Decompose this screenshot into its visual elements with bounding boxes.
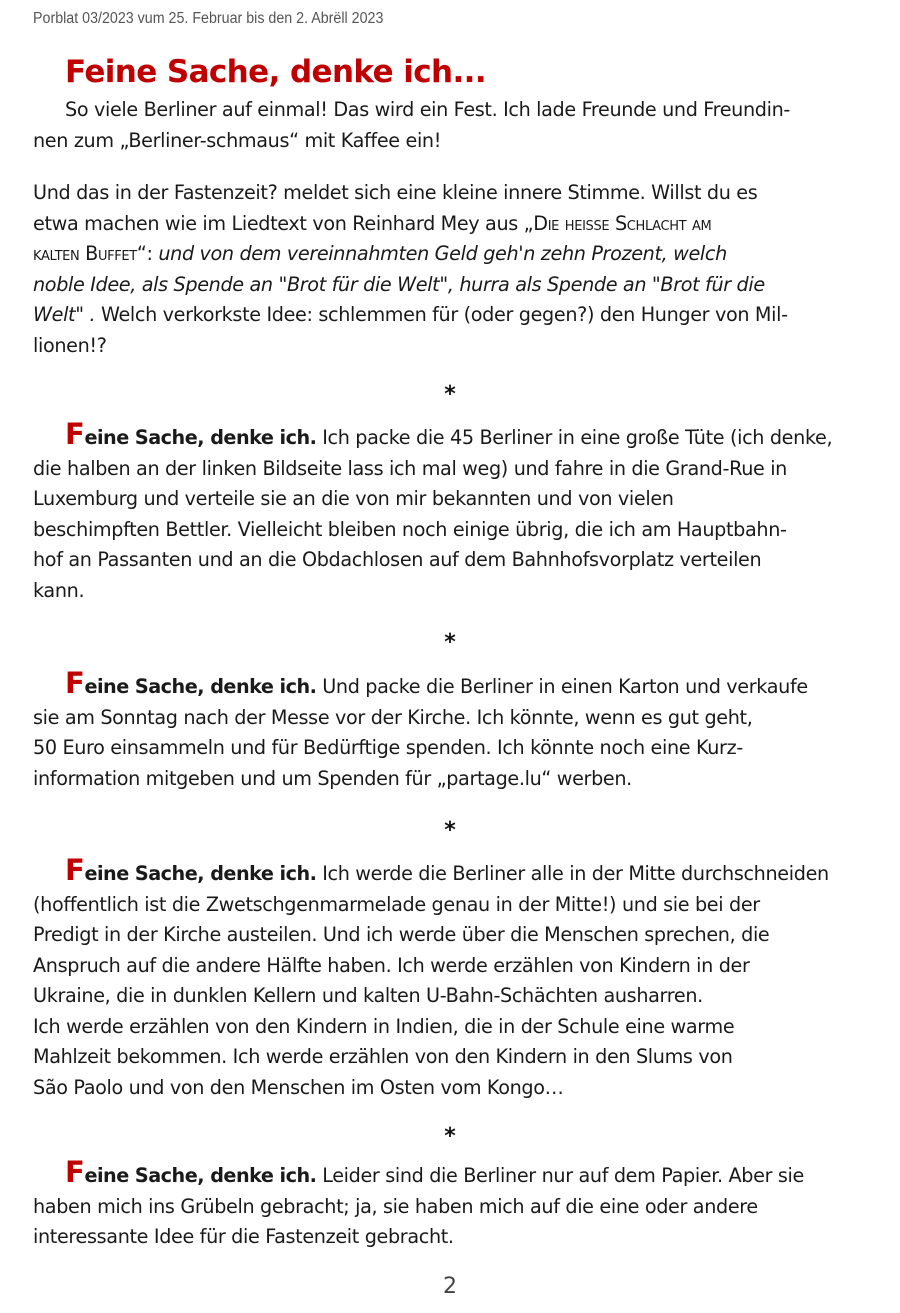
section-separator: *: [444, 382, 456, 407]
text-line: (hoffentlich ist die Zwetschgenmarmelade genau in der Mitte!) und sie bei der: [33, 892, 760, 916]
text-segment: “:: [136, 242, 159, 265]
text-line: [33, 209, 868, 240]
lead-phrase: eine Sache, denke ich.: [84, 426, 317, 449]
text-segment: Ich werde die Berliner alle in der Mitte durchschneiden: [316, 862, 829, 885]
text-line: kann.: [33, 578, 85, 602]
section-3: [33, 853, 868, 1103]
text-line: 50 Euro einsammeln und für Bedürftige spenden. Ich könnte noch eine Kurz-: [33, 736, 743, 759]
section-separator: *: [444, 818, 456, 843]
text-segment: etwa machen wie im Liedtext von Reinhard Mey aus „: [33, 211, 534, 235]
text-segment: Ich packe die 45 Berliner in eine große Tüte (ich denke,: [316, 426, 833, 449]
lead-phrase: eine Sache, denke ich.: [84, 675, 317, 698]
text-segment: Leider sind die Berliner nur auf dem Papier. Aber sie: [316, 1164, 804, 1187]
lyrics-quote: Welt" .: [33, 303, 96, 326]
text-line: [33, 666, 868, 703]
drop-cap: F: [65, 853, 85, 887]
text-line: Ukraine, die in dunklen Kellern und kalten U-Bahn-Schächten ausharren.: [33, 984, 703, 1007]
text-line: nen zum „Berliner-schmaus“ mit Kaffee ein!: [33, 128, 442, 152]
text-line: [33, 300, 868, 331]
text-line: [33, 1155, 868, 1192]
text-line: So viele Berliner auf einmal! Das wird ein Fest. Ich lade Freunde und Freundin-: [65, 98, 790, 121]
text-line: information mitgeben und um Spenden für „partage.lu“ werben.: [33, 766, 632, 790]
text-line: beschimpften Bettler. Vielleicht bleiben noch einige übrig, die ich am Hauptbahn-: [33, 517, 787, 541]
intro-paragraph: [33, 95, 868, 156]
text-line: Luxemburg und verteile sie an die von mir bekannten und von vielen: [33, 487, 674, 510]
text-line: Und das in der Fastenzeit? meldet sich eine kleine innere Stimme. Willst du es: [33, 181, 758, 204]
section-separator: *: [444, 1124, 456, 1149]
section-4: [33, 1155, 868, 1253]
drop-cap: F: [65, 417, 85, 451]
song-title: kalten Buffet: [33, 242, 137, 265]
text-line: Mahlzeit bekommen. Ich werde erzählen von den Kindern in den Slums von: [33, 1045, 733, 1068]
text-line: São Paolo und von den Menschen im Osten vom Kongo…: [33, 1075, 564, 1099]
section-2: [33, 666, 868, 794]
text-line: lionen!?: [33, 333, 107, 357]
text-line: Anspruch auf die andere Hälfte haben. Ich werde erzählen von Kindern in der: [33, 953, 750, 977]
text-line: die halben an der linken Bildseite lass ich mal weg) und fahre in die Grand-Rue in: [33, 456, 787, 480]
article-title: Feine Sache, denke ich...: [65, 54, 487, 90]
lead-phrase: eine Sache, denke ich.: [84, 862, 317, 885]
text-segment: Und packe die Berliner in einen Karton und verkaufe: [316, 675, 808, 698]
lyrics-quote: und von dem vereinnahmten Geld geh'n zehn Prozent, welch: [158, 242, 727, 265]
text-line: interessante Idee für die Fastenzeit gebracht.: [33, 1225, 454, 1248]
section-separator: *: [444, 630, 456, 655]
drop-cap: F: [65, 1155, 85, 1189]
section-1: [33, 417, 868, 606]
running-header: Porblat 03/2023 vum 25. Februar bis den 2. Abrëll 2023: [33, 10, 384, 27]
text-line: Ich werde erzählen von den Kindern in Indien, die in der Schule eine warme: [33, 1014, 735, 1038]
song-title: Die heisse Schlacht am: [533, 211, 712, 235]
lyrics-quote: noble Idee, als Spende an "Brot für die Welt", hurra als Spende an "Brot für die: [33, 272, 765, 296]
lead-phrase: eine Sache, denke ich.: [84, 1164, 317, 1187]
drop-cap: F: [65, 666, 85, 700]
text-line: [33, 853, 868, 890]
song-paragraph: [33, 178, 868, 361]
text-line: sie am Sonntag nach der Messe vor der Kirche. Ich könnte, wenn es gut geht,: [33, 705, 753, 729]
page-number: 2: [443, 1274, 457, 1299]
text-line: [33, 417, 868, 454]
text-line: Predigt in der Kirche austeilen. Und ich werde über die Menschen sprechen, die: [33, 923, 770, 946]
text-line: [33, 239, 868, 270]
text-line: hof an Passanten und an die Obdachlosen auf dem Bahnhofsvorplatz verteilen: [33, 548, 762, 571]
text-segment: Welch verkorkste Idee: schlemmen für (oder gegen?) den Hunger von Mil-: [95, 303, 788, 326]
text-line: haben mich ins Grübeln gebracht; ja, sie haben mich auf die eine oder andere: [33, 1194, 758, 1218]
